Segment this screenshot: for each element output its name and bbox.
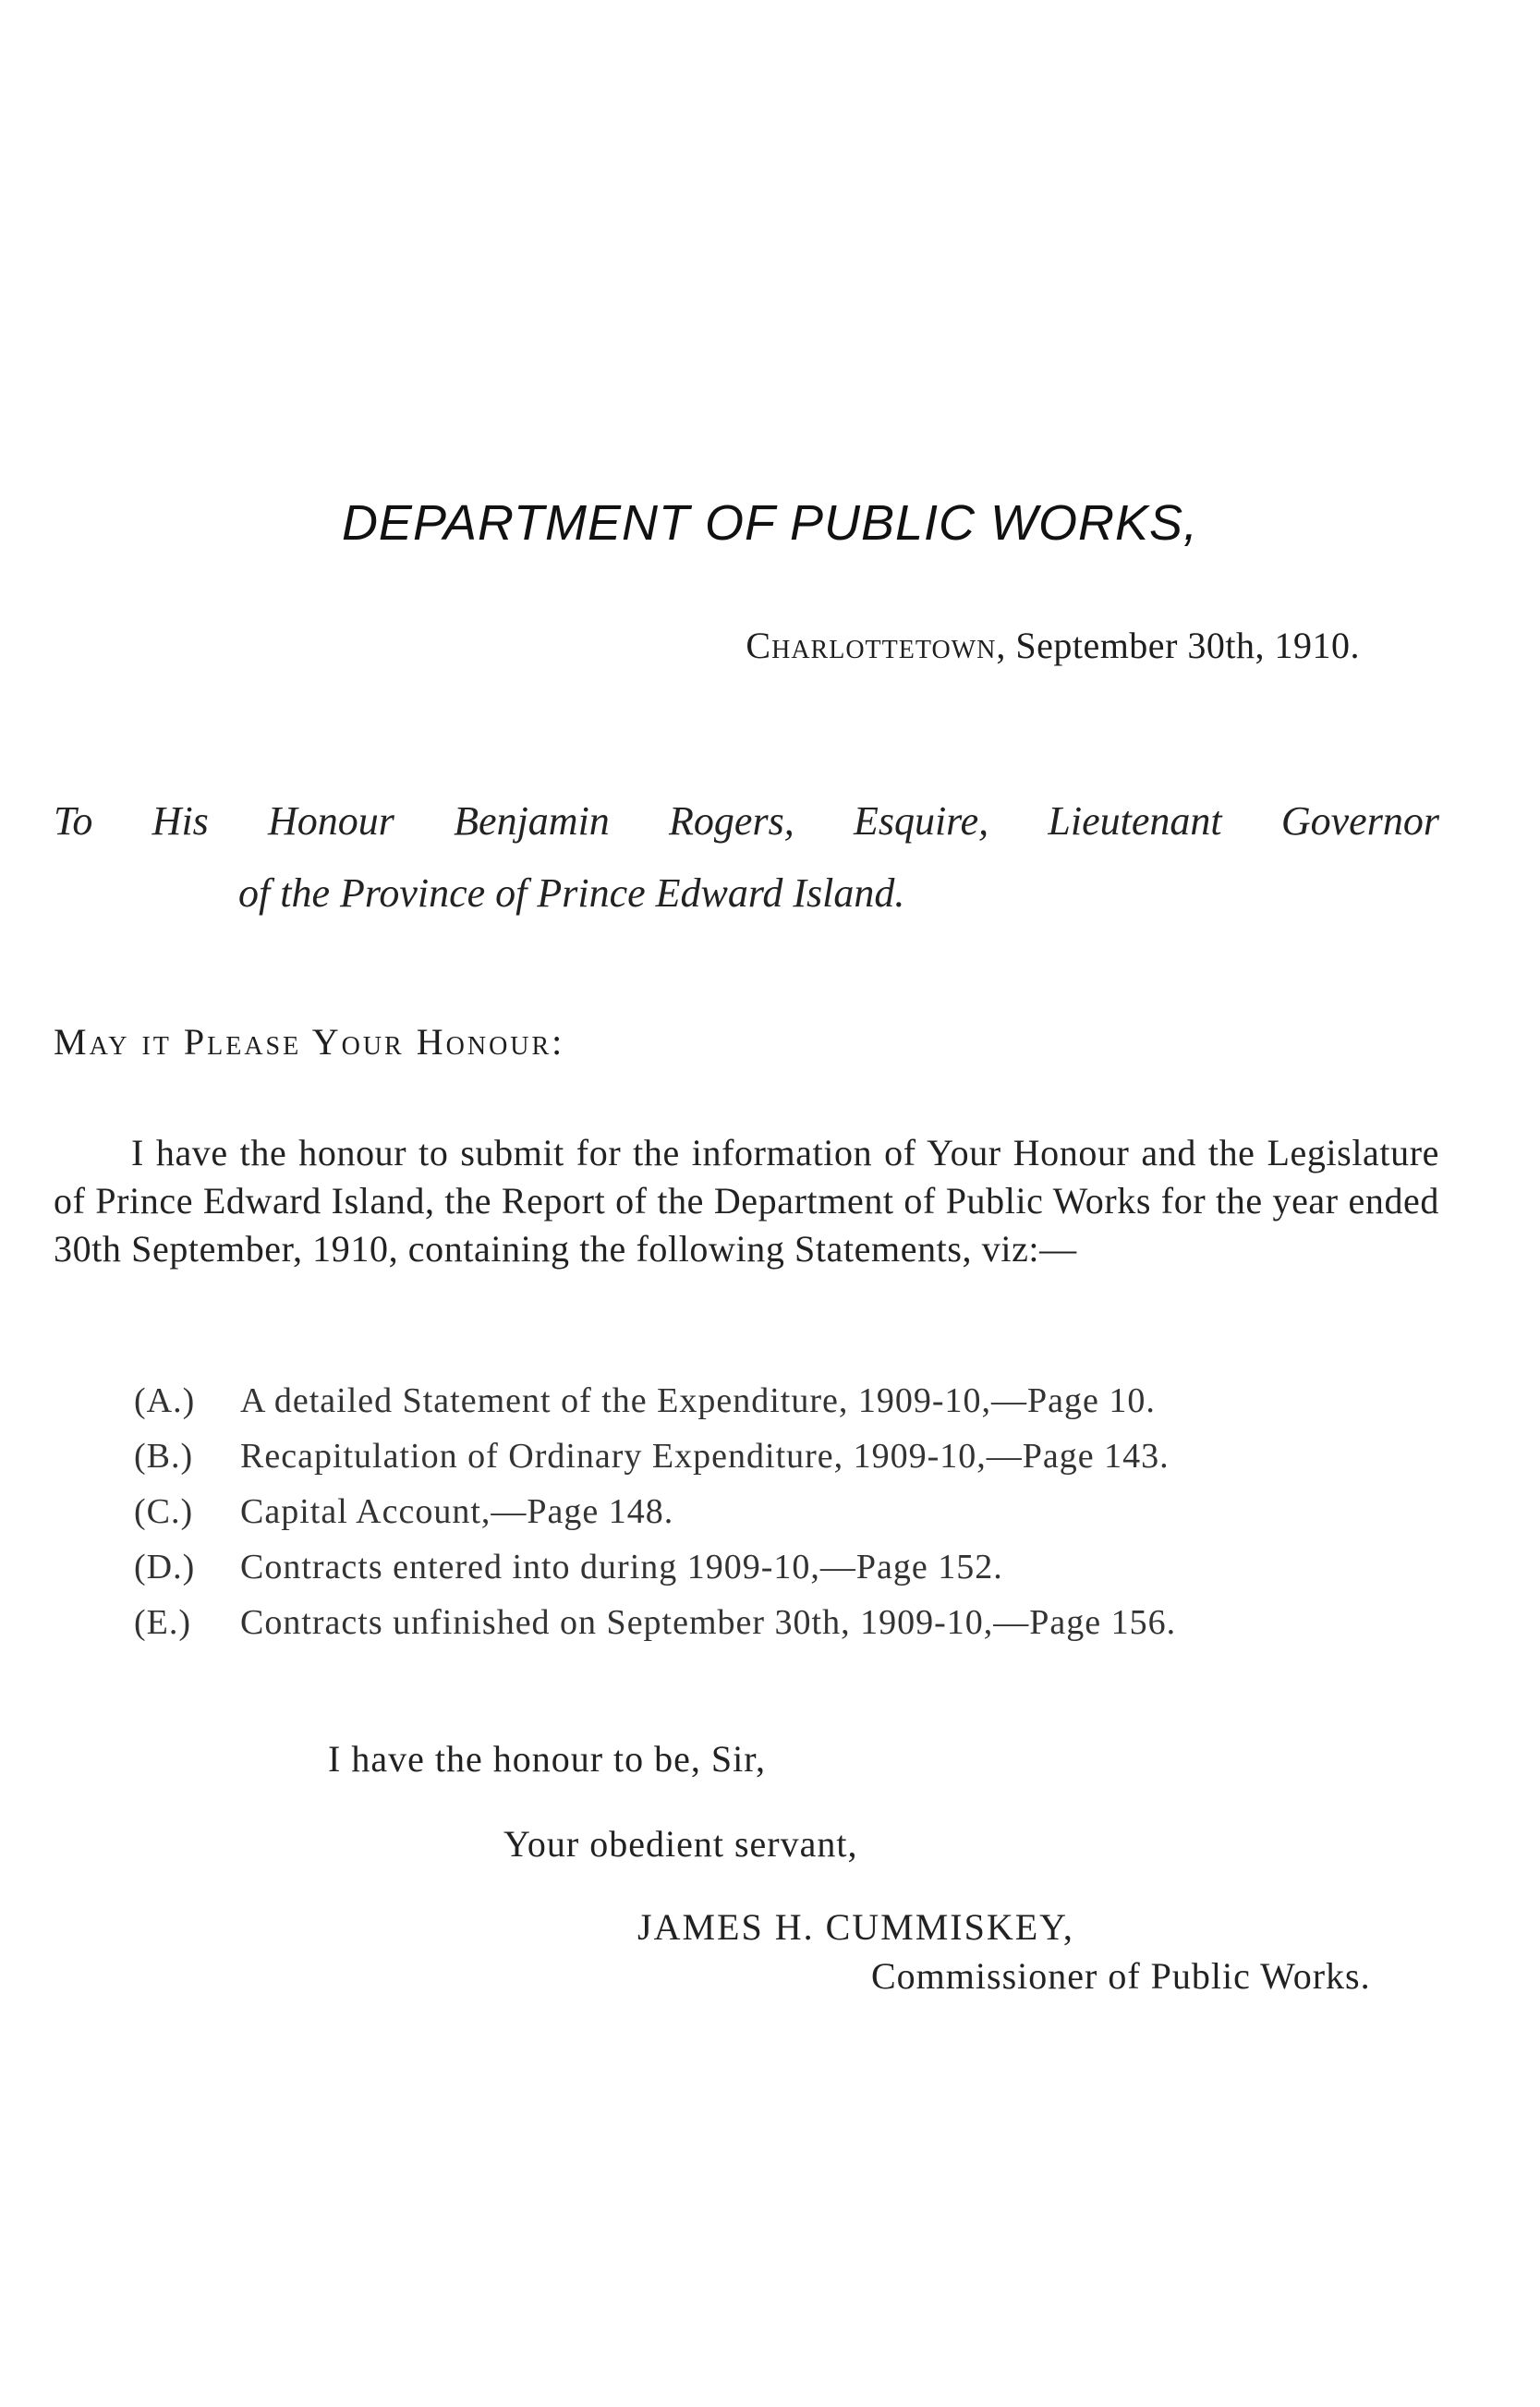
dateline bbox=[746, 624, 1360, 667]
paragraph-text: I have the honour to submit for the information of Your Honour and the Legislature of Prince Edward Island, the Report of the Department of Public Works for the year ended 30th September, 1910, containing the following Statements, viz:— bbox=[54, 1132, 1439, 1270]
addressee-word: Lieutenant bbox=[1048, 798, 1222, 844]
addressee-word: Governor bbox=[1280, 798, 1439, 844]
list-item bbox=[134, 1539, 1446, 1595]
addressee-word: Rogers, bbox=[669, 798, 794, 844]
statement-text: Contracts unfinished on September 30th, 1909-10,—Page 156. bbox=[240, 1603, 1177, 1642]
statement-text: Recapitulation of Ordinary Expenditure, 1909-10,—Page 143. bbox=[240, 1437, 1170, 1476]
department-heading: DEPARTMENT OF PUBLIC WORKS, bbox=[341, 495, 1199, 551]
list-item bbox=[134, 1373, 1446, 1428]
statements-list bbox=[134, 1373, 1446, 1650]
statement-label: (A.) bbox=[134, 1381, 196, 1420]
addressee-word: Honour bbox=[268, 798, 394, 844]
signer-name: JAMES H. CUMMISKEY, bbox=[637, 1906, 1074, 1948]
statement-text: A detailed Statement of the Expenditure, 1909-10,—Page 10. bbox=[240, 1381, 1156, 1420]
statement-text: Contracts entered into during 1909-10,—Page 152. bbox=[240, 1548, 1003, 1586]
list-item bbox=[134, 1595, 1446, 1650]
addressee-word: Benjamin bbox=[454, 798, 610, 844]
addressee-line-2: of the Province of Prince Edward Island. bbox=[238, 870, 905, 916]
salutation: May it Please Your Honour: bbox=[54, 1021, 565, 1063]
addressee-word: To bbox=[54, 798, 93, 844]
statement-label: (D.) bbox=[134, 1548, 196, 1586]
complimentary-close: Your obedient servant, bbox=[503, 1823, 858, 1865]
dateline-date: , September 30th, 1910. bbox=[996, 625, 1360, 666]
signer-title: Commissioner of Public Works. bbox=[871, 1955, 1371, 1997]
closing-line: I have the honour to be, Sir, bbox=[328, 1738, 766, 1780]
dateline-place: Charlottetown bbox=[746, 625, 997, 666]
statement-text: Capital Account,—Page 148. bbox=[240, 1492, 674, 1531]
list-item bbox=[134, 1428, 1446, 1484]
addressee-word: Esquire, bbox=[853, 798, 989, 844]
addressee-block bbox=[54, 785, 1439, 930]
list-item bbox=[134, 1484, 1446, 1539]
statement-label: (C.) bbox=[134, 1492, 194, 1531]
statement-label: (B.) bbox=[134, 1437, 194, 1476]
addressee-line-1 bbox=[54, 785, 1439, 857]
addressee-word: His bbox=[152, 798, 209, 844]
body-paragraph bbox=[54, 1129, 1439, 1273]
statement-label: (E.) bbox=[134, 1603, 192, 1642]
